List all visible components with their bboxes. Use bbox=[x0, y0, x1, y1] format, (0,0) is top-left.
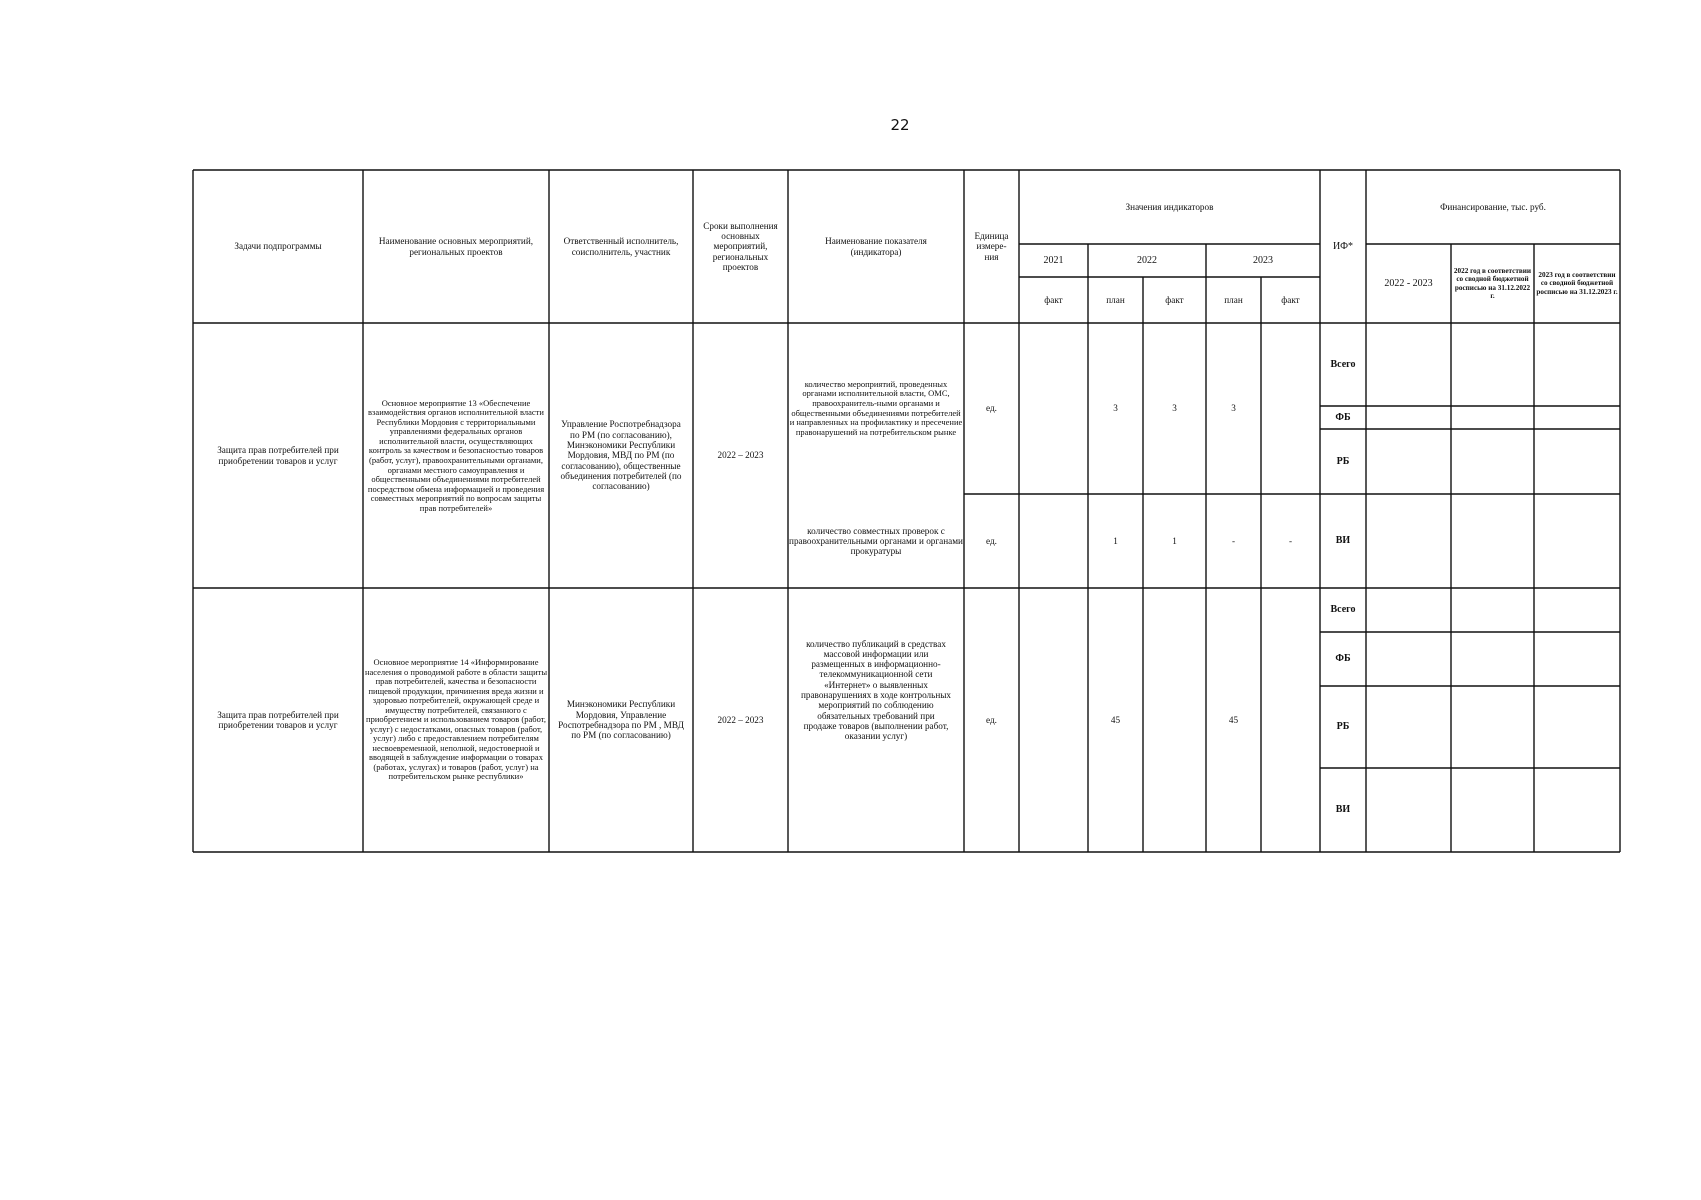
section1-source-total: Всего bbox=[1330, 358, 1356, 370]
header-year-2023: 2023 bbox=[1253, 254, 1273, 266]
section1-source-rb: РБ bbox=[1336, 455, 1350, 467]
section1-executor: Управление Роспотребнадзора по РМ (по согласованию), Минэкономики Республики Мордовия, МВД по РМ (по согласованию), общественные объединения потребителей (по согласованию) bbox=[560, 419, 682, 492]
page-number: 22 bbox=[890, 116, 910, 134]
section2-source-fb: ФБ bbox=[1335, 653, 1351, 665]
header-plan-2023: план bbox=[1224, 294, 1243, 305]
header-indicator-name: Наименование показателя (индикатора) bbox=[825, 236, 927, 257]
header-fact-2023: факт bbox=[1281, 294, 1300, 305]
header-fact-2022: факт bbox=[1165, 294, 1184, 305]
header-unit: Единица измере- ния bbox=[974, 231, 1009, 262]
header-events: Наименование основных мероприятий, региональных проектов bbox=[378, 236, 534, 257]
section1-terms: 2022 – 2023 bbox=[717, 450, 764, 461]
section1-row2-indicator: количество совместных проверок с правоохранительными органами и органами прокуратуры bbox=[789, 525, 963, 557]
section1-row2-fact-2022: 1 bbox=[1172, 535, 1177, 546]
section2-plan-2023: 45 bbox=[1228, 714, 1239, 725]
section2-unit: ед. bbox=[986, 714, 997, 725]
section2-plan-2022: 45 bbox=[1110, 714, 1121, 725]
section1-row2-unit: ед. bbox=[986, 535, 997, 546]
header-fin-2023: 2023 год в соответствии со сводной бюджетной росписью на 31.12.2023 г. bbox=[1536, 271, 1618, 296]
header-terms: Сроки выполнения основных мероприятий, региональных проектов bbox=[703, 220, 778, 272]
section1-task: Защита прав потребителей при приобретении товаров и услуг bbox=[217, 445, 339, 466]
section2-task: Защита прав потребителей при приобретении товаров и услуг bbox=[217, 709, 339, 730]
header-indicator-values: Значения индикаторов bbox=[1125, 201, 1214, 212]
section1-row2-fact-2023: - bbox=[1288, 535, 1293, 546]
header-fin-2022: 2022 год в соответствии со сводной бюджетной росписью на 31.12.2022 г. bbox=[1453, 267, 1532, 300]
header-executor: Ответственный исполнитель, соисполнитель, участник bbox=[563, 236, 679, 257]
section2-source-vi: ВИ bbox=[1335, 804, 1351, 816]
section2-executor: Минэкономики Республики Мордовия, Управление Роспотребнадзора по РМ , МВД по РМ (по согласованию) bbox=[558, 699, 684, 741]
header-fact-2021: факт bbox=[1044, 294, 1063, 305]
section1-row2-plan-2022: 1 bbox=[1113, 535, 1118, 546]
section1-row2-fact-2021 bbox=[1019, 494, 1088, 588]
section1-row1-fact-2022: 3 bbox=[1172, 403, 1177, 414]
section1-row1-unit: ед. bbox=[986, 403, 997, 414]
section1-row1-fact-2021 bbox=[1019, 323, 1088, 494]
section2-terms: 2022 – 2023 bbox=[717, 714, 764, 725]
header-financing: Финансирование, тыс. руб. bbox=[1440, 201, 1546, 212]
section1-row1-indicator: количество мероприятий, проведенных органами исполнительной власти, ОМС, правоохранитель-ными органами и общественными объединениями потребителей и направленных на профилактику и пресечение правонарушений на потребительском рынке bbox=[789, 378, 963, 437]
header-source: ИФ* bbox=[1332, 240, 1354, 252]
header-year-2021: 2021 bbox=[1043, 254, 1064, 266]
section1-row1-fact-2023 bbox=[1261, 323, 1320, 494]
section2-indicator: количество публикаций в средствах массовой информации или размещенных в информационно-телекоммуникационной сети «Интернет» о выявленных правонарушениях в ходе контрольных мероприятий по соблюдению обязательных требований при продаже товаров (выполнении работ, оказании услуг) bbox=[800, 638, 952, 742]
header-fin-period: 2022 - 2023 bbox=[1384, 277, 1433, 289]
section2-source-rb: РБ bbox=[1336, 721, 1350, 733]
header-year-2022: 2022 bbox=[1137, 254, 1157, 266]
section1-event: Основное мероприятие 13 «Обеспечение взаимодействия органов исполнительной власти Республики Мордовия с территориальными управлениями федеральных органов исполнительной власти, осуществляющих контроль за качеством и безопасностью товаров (работ, услуг), правоохранительными органами, органами местного самоуправления и общественными объединениями потребителей посредством обмена информацией и проведения совместных мероприятий по вопросам защиты прав потребителей» bbox=[367, 397, 545, 513]
section1-row2-plan-2023: - bbox=[1231, 535, 1236, 546]
section2-source-total: Всего bbox=[1330, 604, 1356, 616]
section1-row1-plan-2022: 3 bbox=[1113, 403, 1118, 414]
section1-source-fb: ФБ bbox=[1335, 411, 1351, 423]
section2-event: Основное мероприятие 14 «Информирование населения о проводимой работе в области защиты прав потребителей, качества и безопасности пищевой продукции, причинения вреда жизни и здоровью потребителей, окружающей среде и имуществу потребителей, связанного с приобретением и использованием товаров (работ, услуг) с недостатками, опасных товаров (работ, услуг) либо с предоставлением потребителям несвоевременной, неполной, недостоверной и вводящей в заблуждение информации о товарах (работах, услугах) и товаров (работ, услуг) на потребительском рынке республики» bbox=[364, 657, 548, 782]
header-plan-2022: план bbox=[1106, 294, 1125, 305]
header-tasks: Задачи подпрограммы bbox=[234, 241, 322, 252]
section1-row1-plan-2023: 3 bbox=[1231, 403, 1236, 414]
section1-source-vi: ВИ bbox=[1335, 535, 1351, 547]
